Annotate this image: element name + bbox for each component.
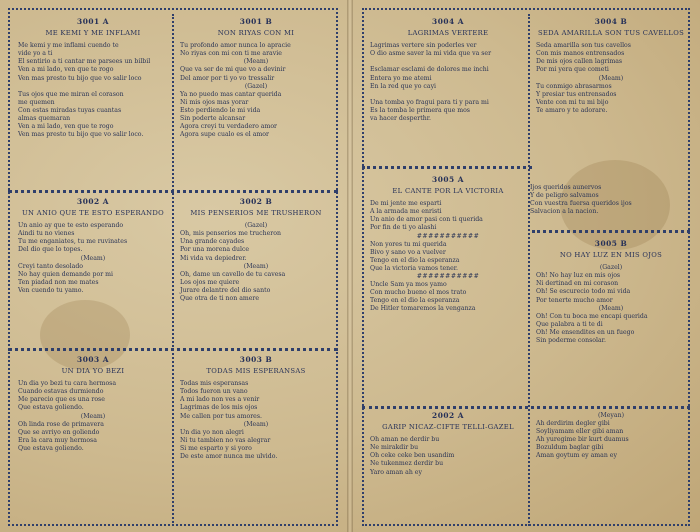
lyric-line: Del dio que lo topes. (18, 246, 83, 254)
lyric-line: Ijos queridos aunervos (530, 184, 602, 191)
lyric-line: Lagrimas de los mis ojos (180, 404, 258, 412)
lyric-line: Ten piadad non me mates (18, 278, 99, 286)
lyric-line: Oh ceke ceke ben usandim (370, 452, 455, 460)
song-number: 2002 A (432, 411, 464, 420)
lyric-line: (Gazel) (244, 222, 268, 230)
song-title: EL CANTE POR LA VICTORIA (392, 187, 504, 196)
lyric-line: Oh! Se escurecio todo mi vida (536, 288, 631, 296)
lyric-line: Un anio de amor pasi con ti querida (370, 216, 483, 224)
lyric-line: De mis ojos callen lagrimas (536, 58, 623, 66)
lyric-line: (Meam) (80, 254, 106, 262)
lyric-line: Me callen por tus amores. (180, 412, 262, 420)
lyric-line: (Meam) (80, 412, 106, 420)
song-block (370, 176, 526, 314)
lyric-line: Aman goytum ey aman ey (536, 452, 617, 460)
lyric-line (18, 83, 168, 91)
song-number: 3002 B (239, 197, 273, 206)
lyric-line: Por fin de ti yo alashi (370, 224, 437, 232)
song-title: GARIP NICAZ-CIFTE TELLI-GAZEL (382, 423, 514, 432)
lyric-line: El sentirio a ti cantar me parsees un bilbil (18, 58, 151, 66)
lyric-line: Esclamar esclami de dolores me inchi (370, 66, 489, 74)
song-block (18, 198, 168, 295)
lyric-line: Bozuldum baglar gibi (536, 444, 604, 452)
page-fold (347, 0, 353, 532)
lyric-line: De Hitler tomaremos la venganza (370, 305, 476, 313)
lyric-line: Oh! Me ensendites en un fuego (536, 328, 635, 336)
song-number: 3005 A (432, 175, 464, 184)
lyric-line: Creyi tanto desolado (18, 262, 84, 270)
lyric-line: Si me esparto y si yoro (180, 444, 252, 452)
lyric-line: Soyliyamam eller gibi aman (536, 428, 624, 436)
lyric-line (370, 58, 526, 66)
song-block (18, 18, 168, 139)
lyric-line: Por tenerte mucho amor (536, 296, 613, 304)
dotted-column-divider (172, 14, 174, 526)
lyric-line: Era la cara muy hermosa (18, 436, 97, 444)
lyric-line: Te amaro y te adorare. (536, 106, 608, 114)
song-block (530, 184, 686, 216)
lyric-line: Un anio ay que te esto esperando (18, 222, 124, 230)
right-page (362, 8, 690, 526)
song-title: TODAS MIS ESPERANSAS (206, 367, 306, 376)
lyric-line: (Meam) (243, 420, 269, 428)
lyric-line: Mi vida va depiedrer. (180, 254, 247, 262)
lyric-line: Salvacion a la nacion. (530, 208, 599, 216)
lyric-line: Oh! No hay luz en mis ojos (536, 272, 621, 280)
lyric-line: Que otra de ti non amere (180, 295, 260, 303)
lyric-line: Entera yo me atemi (370, 74, 432, 82)
song-number: 3004 B (594, 17, 628, 26)
lyric-line: (Meam) (243, 58, 269, 66)
song-title: LAGRIMAS VERTERE (407, 29, 489, 38)
lyric-line: Ne tukenmez derdir bu (370, 460, 444, 468)
lyric-line: Jurare delantre del dio santo (180, 286, 271, 294)
song-title: UN DIA YO BEZI (61, 367, 125, 376)
lyric-line: Seda amarilla son tus cavellos (536, 42, 631, 50)
lyric-line: Yaro aman ah ey (370, 468, 422, 476)
lyric-line: Oh aman ne derdir bu (370, 436, 440, 444)
dotted-separator (362, 166, 532, 169)
lyric-line: Ah derdirim degler gibi (536, 420, 610, 428)
lyric-line: Ven a mi lado, ven que te rogo (18, 123, 114, 131)
lyric-line: Con mis manos entrensados (536, 50, 625, 58)
dotted-separator (532, 230, 690, 233)
lyric-line: Bivo y sano vo a vuelver (370, 248, 446, 256)
lyric-line: Con estas miradas tuyas cuantas (18, 106, 122, 114)
lyric-line: Que estava goliendo. (18, 444, 84, 452)
lyric-line: Y presiar tus entrensados (536, 90, 617, 98)
lyric-line: Y de peligro salvamos (530, 192, 599, 200)
lyric-line: Cuando estavas durmiendo (18, 388, 104, 396)
lyric-line: Una tomba yo fragui para ti y para mi (370, 98, 489, 106)
lyric-line: (Gazel) (599, 264, 623, 272)
lyric-line: Los ojos me quiere (180, 278, 240, 286)
lyric-line: (Meam) (243, 262, 269, 270)
lyric-line: Ven mas presto tu bijo que vo salir loco (18, 74, 142, 82)
song-block (18, 356, 168, 453)
song-number: 3002 A (77, 197, 109, 206)
lyric-line: Que la victoria vamos tener. (370, 264, 459, 272)
lyric-line: Agora creyi tu verdadero amor (180, 123, 278, 131)
lyric-line: Esto perdiendo le mi vida (180, 106, 261, 114)
lyric-line: Ven cuendo tu yamo. (18, 286, 84, 294)
song-title: MIS PENSERIOS ME TRUSHERON (190, 209, 322, 218)
lyric-line: Que se avriyo en goliendo (18, 428, 100, 436)
lyric-line: Un dia yo non alegri (180, 428, 244, 436)
lyric-line: almas quemaran (18, 115, 71, 123)
lyric-line: Con mucho bueno el mos trato (370, 289, 467, 297)
lyric-line: (Meam) (598, 74, 624, 82)
song-title: UN ANIO QUE TE ESTO ESPERANDO (22, 209, 164, 218)
song-block (180, 18, 332, 139)
lyric-line: Oh! Con tu boca me encapi querida (536, 312, 648, 320)
lyric-line: vide yo a ti (18, 50, 53, 58)
lyric-line (370, 91, 526, 99)
song-block (180, 356, 332, 461)
song-title: SEDA AMARILLA SON TUS CAVELLOS (537, 29, 685, 38)
song-title: ME KEMI Y ME INFLAMI (45, 29, 141, 38)
lyric-line: O dio asme saver la mi vida que va ser (370, 50, 492, 58)
lyric-line: Todas mis esperansas (180, 380, 249, 388)
song-block (536, 412, 686, 461)
song-number: 3003 A (77, 355, 109, 364)
lyric-line: Oh, dame un cavello de tu cavesa (180, 270, 286, 278)
lyric-line: Ya no puedo mas cantar querida (180, 90, 282, 98)
song-title: NO HAY LUZ EN MIS OJOS (559, 251, 663, 260)
lyric-line: A mi lado non ves a venir (180, 396, 260, 404)
lyric-line: Non yores tu mi querida (370, 240, 447, 248)
song-title: NON RIYAS CON MI (217, 29, 295, 38)
lyric-line: Ven mas presto tu bijo que vo salir loco. (18, 131, 144, 139)
lyric-line: Lagrimas vertere sin poderles ver (370, 42, 477, 50)
lyric-line: En la red que yo cayi (370, 82, 437, 90)
lyric-line: Un dia yo bezi tu cara hermosa (18, 380, 117, 388)
lyric-line: Me kemi y me inflami cuendo te (18, 42, 119, 50)
song-number: 3001 A (77, 17, 109, 26)
song-number: 3001 B (239, 17, 273, 26)
song-number: 3003 B (239, 355, 273, 364)
lyric-line: Una grande cayades (180, 238, 245, 246)
lyric-line: De este amor nunca me ulvido. (180, 453, 278, 461)
dotted-column-divider (528, 14, 530, 526)
lyric-line: Tu profondo amor nunca lo apracie (180, 42, 291, 50)
lyric-line: Me parecio que es una rose (18, 396, 105, 404)
lyric-line: Ne mirakdir bu (370, 444, 419, 452)
lyric-line: me quemen (18, 98, 55, 106)
dotted-separator (362, 406, 690, 409)
lyric-line: (Meyan) (598, 412, 624, 419)
lyric-line: Tu conmigo abrasarmos (536, 82, 612, 90)
lyric-line: Tus ojos que me miran el corason (18, 90, 124, 98)
lyric-line: (Gazel) (244, 82, 268, 90)
song-number: 3004 A (432, 17, 464, 26)
song-block (536, 18, 686, 115)
lyric-line: Ni dertinad en mi corason (536, 280, 619, 288)
lyric-line: Vente con mi tu mi bijo (536, 98, 609, 106)
song-block (536, 240, 686, 345)
lyric-line: Sin poderme consolar. (536, 337, 606, 345)
lyric-line: A la armada me enristi (370, 208, 442, 216)
lyric-line: va hacer desperthr. (370, 115, 431, 123)
lyric-line: No riyas con mi con ti me aravie (180, 50, 282, 58)
lyric-line: Que palabra a ti te di (536, 320, 603, 328)
lyric-line: Tengo en el dio la esperanza (370, 297, 460, 305)
lyric-line: ########### (416, 273, 480, 281)
lyric-line: No hay quien demande por mi (18, 270, 113, 278)
lyric-line: Todos fueron un vano (180, 388, 248, 396)
lyric-line: Agora supe cualo es el amor (180, 131, 269, 139)
lyric-line: (Meam) (598, 304, 624, 312)
lyric-line: Que va ser de mi que vo a devinir (180, 66, 286, 74)
song-block (180, 198, 332, 303)
song-number: 3005 B (594, 239, 628, 248)
lyric-line: Por una morena dulce (180, 246, 250, 254)
lyric-line: Por mi yera que cometi (536, 66, 609, 74)
lyric-line: Que estava goliendo. (18, 404, 84, 412)
song-block (370, 18, 526, 123)
lyric-line: Es la tomba le primera que mos (370, 106, 470, 114)
lyric-line: Uncle Sam ya mos yamo (370, 281, 447, 289)
lyric-line: Con vuestra fuersa queridos ijos (530, 200, 632, 208)
lyric-line: Ven a mi lado, ven que te rogo (18, 66, 114, 74)
lyric-line: Oh, mis penserios me trucheron (180, 230, 281, 238)
lyric-line: Ah yuregime bir kurt duamus (536, 436, 629, 444)
lyric-line: ########### (416, 232, 480, 240)
lyric-line: Oh linda rose de primavera (18, 420, 104, 428)
lyric-line: Ni mis ojos mas yorar (180, 98, 249, 106)
lyric-line: Aindi tu no vienes (18, 230, 75, 238)
lyric-line: Tengo en el dio la esperanza (370, 256, 460, 264)
lyric-line: Sin poderte alcansar (180, 115, 246, 123)
lyric-line: Ni tu tambien no vas alegrar (180, 436, 271, 444)
lyric-line: Del amor por ti yo vo tressalir (180, 74, 275, 82)
lyric-line: Tu me enganiates, tu me ruvinates (18, 238, 128, 246)
left-page (8, 8, 338, 526)
lyric-line: De mi jente me esparti (370, 200, 442, 208)
song-block (370, 412, 526, 477)
